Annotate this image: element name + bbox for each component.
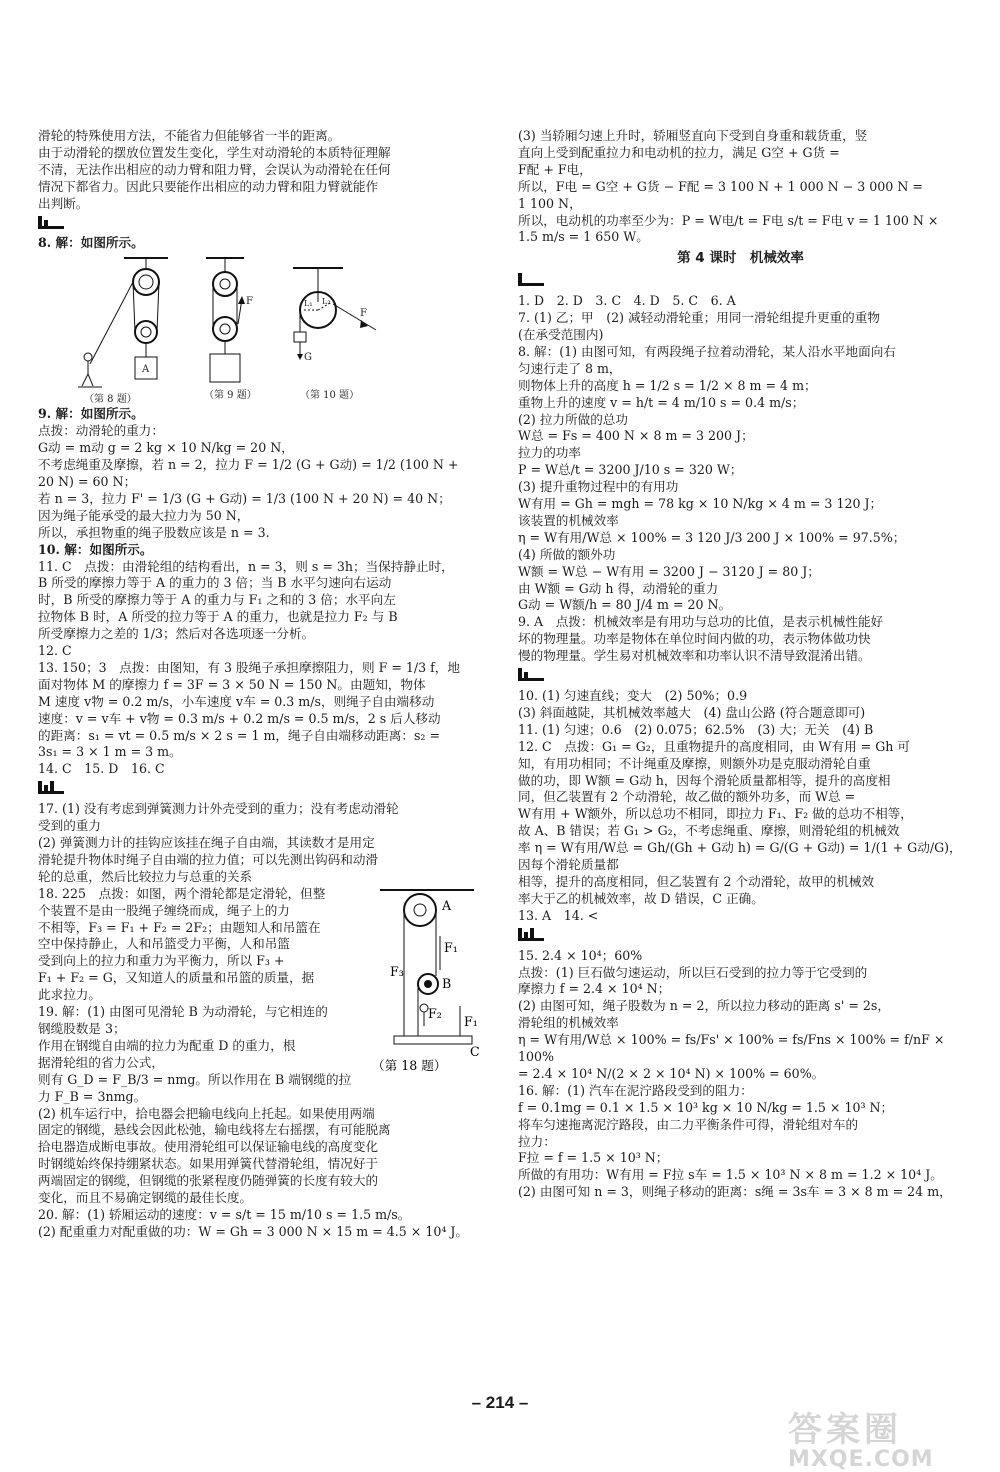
text-line: 17. (1) 没有考虑到弹簧测力计外壳受到的重力；没有考虑动滑轮 <box>38 801 399 817</box>
text-line: 摩擦力 f = 2.4 × 10⁴ N； <box>518 981 671 997</box>
text-line: 由 W额 = G动 h 得，动滑轮的重力 <box>518 580 719 596</box>
watermark-text: 答案圈 <box>788 1410 902 1450</box>
text-line: 知，有用功相同；不计绳重及摩擦，则额外功是克服动滑轮自重 <box>518 755 871 771</box>
text-line: 滑轮组的机械效率 <box>518 1015 619 1031</box>
text-line: 12. C <box>38 643 72 659</box>
pulley-figures-8-9-10 <box>38 254 378 404</box>
fig-label: F₁ <box>464 1013 478 1029</box>
right-column <box>518 128 963 1201</box>
text-line: 固定的钢缆，悬线会因此松弛，输电线将左右摇摆，有可能脱离 <box>38 1122 391 1138</box>
text-line: M 速度 v物 = 0.2 m/s，小车速度 v车 = 0.3 m/s，则绳子自由端移动 <box>38 693 435 709</box>
fig-label: F₂ <box>428 1005 442 1021</box>
text-line: 则物体上升的高度 h = 1/2 s = 1/2 × 8 m = 4 m； <box>518 377 817 393</box>
text-line: 此求拉力。 <box>38 987 101 1003</box>
fig-caption: （第 10 题） <box>300 390 360 402</box>
text-line: 滑轮的特殊使用方法，不能省力但能够省一半的距离。 <box>38 128 341 143</box>
left-column <box>38 128 480 1241</box>
text-line: 情况下都省力。因此只要能作出相应的动力臂和阻力臂就能作 <box>38 178 379 194</box>
text-line: 的距离：s₁ = vt = 0.5 m/s × 2 s = 1 m，绳子自由端移动距离：s₂ = <box>38 727 441 743</box>
fig-label: C <box>470 1043 480 1059</box>
watermark-url: MXQE.COM <box>788 1447 934 1472</box>
text-line: 相等，提升的高度相同，但乙装置有 2 个动滑轮，故甲的机械效 <box>518 873 875 889</box>
text-line: 拉物体 B 时，A 所受的拉力等于 A 的重力，也就是拉力 F₂ 与 B <box>38 609 398 625</box>
fig9-diagram <box>204 258 257 401</box>
text-line: 11. (1) 匀速；0.6 (2) 0.075；62.5% (3) 大；无关 (4) B <box>518 721 874 737</box>
text-line: 则有 G_D = F_B/3 = nmg。所以作用在 B 端钢缆的拉力 F_B = 3nmg。 <box>38 1071 352 1104</box>
text-line: 18. 225 点拨：如图，两个滑轮都是定滑轮，但整 <box>38 885 326 901</box>
text-line: 12. C 点拨：G₁ = G₂，且重物提升的高度相同，由 W有用 = Gh 可 <box>518 738 910 754</box>
fig-label: B <box>442 975 452 991</box>
text-line: 慢的物理量。学生易对机械效率和功率认识不清导致混淆出错。 <box>518 648 871 664</box>
text-line: = 2.4 × 10⁴ N/(2 × 2 × 10⁴ N) × 100% = 60%。 <box>518 1065 825 1081</box>
fig-label: L₁ <box>304 299 313 309</box>
text-line: 时，B 所受的摩擦力等于 A 的重力与 F₁ 之和的 3 倍；水平向左 <box>38 592 396 608</box>
text-line: 1. D 2. D 3. C 4. D 5. C 6. A <box>518 293 736 309</box>
text-line: 10. (1) 匀速直线；变大 (2) 50%；0.9 <box>518 688 748 703</box>
fig-caption: （第 9 题） <box>204 390 257 402</box>
text-line: 所以，F电 = G空 + G货 − F配 = 3 100 N + 1 000 N − 3 000 N = <box>518 178 923 194</box>
text-line: 面对物体 M 的摩擦力 f = 3F = 3 × 50 N = 150 N。由题知，物体 <box>38 676 426 692</box>
text-line: 变化，而且不易确定钢缆的最佳长度。 <box>38 1190 253 1206</box>
text-line: 1.5 m/s = 1 650 W。 <box>518 229 649 245</box>
q8-heading: 8. 解：如图所示。 <box>38 235 144 251</box>
text-line: 将车匀速拖离泥泞路段，由二力平衡条件可得，滑轮组对车的 <box>518 1116 859 1132</box>
text-line: 16. 解：(1) 汽车在泥泞路段受到的阻力： <box>518 1082 753 1098</box>
fig-label: G <box>304 352 312 364</box>
text-line: (3) 斜面越陡，其机械效率越大 (4) 盘山公路 (符合题意即可) <box>518 704 866 720</box>
text-line: 率 η = W有用/W总 = Gh/(Gh + G动 h) = G/(G + G动) = 1/(1 + G动/G)，因每个滑轮质量都 <box>518 840 962 873</box>
text-line: (2) 弹簧测力计的挂钩应该挂在绳子自由端，其读数才是用定 <box>38 835 375 850</box>
level-i-icon <box>518 273 544 286</box>
text-line: 9. 解：如图所示。 <box>38 406 144 422</box>
text-line: 20 N) = 60 N； <box>38 473 137 489</box>
text-line: 不考虑绳重及摩擦，若 n = 2，拉力 F = 1/2 (G + G动) = 1/2 (100 N + <box>38 457 459 473</box>
fig10-diagram <box>293 268 376 401</box>
text-line: 点拨：动滑轮的重力： <box>38 423 164 439</box>
right-block-d <box>518 948 963 1202</box>
text-line: 若 n = 3，拉力 F' = 1/3 (G + G动) = 1/3 (100 N + 20 N) = 40 N； <box>38 490 451 506</box>
text-line: 14. C 15. D 16. C <box>38 761 165 777</box>
text-line: 所以，承担物重的绳子股数应该是 n = 3. <box>38 524 270 540</box>
watermark-logo <box>788 1402 988 1472</box>
text-line: 由于动滑轮的摆放位置发生变化，学生对动滑轮的本质特征理解 <box>38 144 391 160</box>
text-line: (4) 所做的额外功 <box>518 546 616 562</box>
text-line: 个装置不是由一股绳子缠绕而成，绳子上的力 <box>38 902 290 918</box>
text-line: 所以，电动机的功率至少为：P = W电/t = F电 s/t = F电 v = 1 100 N × <box>518 212 939 228</box>
left-block-a <box>38 128 480 213</box>
left-block-b <box>38 406 480 778</box>
text-line: 坏的物理量。功率是物体在单位时间内做的功，表示物体做功快 <box>518 631 871 647</box>
text-line: 不相等，F₃ = F₁ + F₂ = 2F₂；由题知人和吊篮在 <box>38 919 321 935</box>
text-line: 所做的有用功：W有用 = F拉 s车 = 1.5 × 10³ N × 8 m = 1.2 × 10⁴ J。 <box>518 1167 943 1183</box>
text-line: 7. (1) 乙；甲 (2) 减轻动滑轮重；用同一滑轮组提升更重的重物 <box>518 310 880 326</box>
right-block-a <box>518 128 963 246</box>
text-line: G动 = W额/h = 80 J/4 m = 20 N。 <box>518 597 732 613</box>
text-line: (3) 提升重物过程中的有用功 <box>518 479 679 495</box>
right-block-b <box>518 293 963 665</box>
text-line: 因为绳子能承受的最大拉力为 50 N， <box>38 507 250 523</box>
text-line: 受到的重力 <box>38 818 101 834</box>
fig-caption: （第 18 题） <box>372 1057 447 1073</box>
level-iii-icon <box>38 781 64 794</box>
page-number: – 214 – <box>471 1393 529 1412</box>
fig-caption: （第 8 题） <box>84 394 137 405</box>
fig-label: A <box>142 364 150 376</box>
text-line: (2) 拉力所做的总功 <box>518 411 628 427</box>
text-line: (在承受范围内) <box>518 326 604 342</box>
text-line: F拉 = f = 1.5 × 10³ N； <box>518 1150 669 1166</box>
text-line: P = W总/t = 3200 J/10 s = 320 W； <box>518 462 743 478</box>
text-line: (2) 由图可知 n = 3，则绳子移动的距离：s绳 = 3s车 = 3 × 8 m = 24 m， <box>518 1184 952 1200</box>
left-block-c <box>38 801 480 1241</box>
text-line: η = W有用/W总 × 100% = fs/Fs' × 100% = fs/Fns × 100% = f/nF × 100% <box>518 1032 945 1065</box>
text-line: 做的功，即 W额 = G动 h，因每个滑轮质量都相等，提升的高度相 <box>518 772 891 788</box>
fig-label: F₁ <box>444 939 458 955</box>
text-line: 9. A 点拨：机械效率是有用功与总功的比值，是表示机械性能好 <box>518 614 884 630</box>
text-line: 匀速行走了 8 m， <box>518 360 622 376</box>
text-line: 1 100 N， <box>518 195 582 211</box>
level-iii-icon <box>518 928 544 941</box>
text-line: 20. 解：(1) 轿厢运动的速度：v = s/t = 15 m/10 s = 1.5 m/s。 <box>38 1206 411 1222</box>
text-line: 受到向上的拉力和重力为平衡力，所以 F₃ + <box>38 953 285 969</box>
fig-label: A <box>442 897 452 913</box>
text-line: W有用 = Gh = mgh = 78 kg × 10 N/kg × 4 m = 3 120 J； <box>518 496 883 512</box>
text-line: 13. A 14. < <box>518 907 599 923</box>
text-line: 轮的总重，然后比较拉力与总重的关系 <box>38 868 253 884</box>
fig8-diagram <box>78 258 168 404</box>
fig18-diagram <box>370 886 480 1076</box>
text-line: W有用 + W额外，所以总功不相同，即拉力 F₁、F₂ 做的总功不相等， <box>518 806 913 822</box>
text-line: 19. 解：(1) 由图可见滑轮 B 为动滑轮，与它相连的 <box>38 1004 328 1020</box>
text-line: 该装置的机械效率 <box>518 512 619 528</box>
right-block-c <box>518 688 963 925</box>
lesson-title: 第 4 课时 机械效率 <box>677 250 804 267</box>
text-line: 点拨：(1) 巨石做匀速运动，所以巨石受到的拉力等于它受到的 <box>518 964 868 980</box>
text-line: (2) 配重重力对配重做的功：W = Gh = 3 000 N × 15 m = 4.5 × 10⁴ J。 <box>38 1223 469 1239</box>
text-line: 13. 150；3 点拨：由图知，有 3 股绳子承担摩擦阻力，则 F = 1/3 f，地 <box>38 659 460 675</box>
text-line: F₁ + F₂ = G，又知道人的质量和吊篮的质量，据 <box>38 970 315 986</box>
text-line: W额 = W总 − W有用 = 3200 J − 3120 J = 80 J； <box>518 563 820 579</box>
text-line: 据滑轮组的省力公式， <box>38 1054 164 1070</box>
text-line: (3) 当轿厢匀速上升时，轿厢竖直向下受到自身重和载货重，竖 <box>518 128 868 143</box>
text-line: 8. 解：(1) 由图可知，有两段绳子拉着动滑轮，某人沿水平地面向右 <box>518 343 896 359</box>
fig-label: F <box>360 308 367 320</box>
text-line: G动 = m动 g = 2 kg × 10 N/kg = 20 N， <box>38 440 294 456</box>
text-line: 11. C 点拨：由滑轮组的结构看出，n = 3，则 s = 3h；当保持静止时， <box>38 558 454 574</box>
text-line: 重物上升的速度 v = h/t = 4 m/10 s = 0.4 m/s； <box>518 394 805 410</box>
text-line: 拉力的功率 <box>518 445 581 461</box>
text-line: 10. 解：如图所示。 <box>38 541 153 557</box>
text-line: 3s₁ = 3 × 1 m = 3 m。 <box>38 744 182 760</box>
text-line: 钢缆股数是 3； <box>38 1020 126 1036</box>
text-line: (2) 机车运行中，拾电器会把输电线向上托起。如果使用两端 <box>38 1105 375 1121</box>
fig-label: F <box>246 296 253 308</box>
level-ii-icon <box>518 668 544 681</box>
text-line: 拉力： <box>518 1133 556 1149</box>
text-line: 率大于乙的机械效率，故 D 错误，C 正确。 <box>518 890 764 906</box>
text-line: F配 + F电， <box>518 161 592 177</box>
text-line: 15. 2.4 × 10⁴；60% <box>518 947 643 963</box>
level-ii-icon <box>38 216 64 229</box>
text-line: (2) 由图可知，绳子股数为 n = 2，所以拉力移动的距离 s' = 2s， <box>518 998 890 1014</box>
text-line: η = W有用/W总 × 100% = 3 120 J/3 200 J × 100% = 97.5%； <box>518 529 906 545</box>
text-line: f = 0.1mg = 0.1 × 1.5 × 10³ kg × 10 N/kg = 1.5 × 10³ N； <box>518 1099 894 1115</box>
text-line: 作用在钢缆自由端的拉力为配重 D 的重力，根 <box>38 1037 296 1053</box>
text-line: 拾电器造成断电事故。使用滑轮组可以保证输电线的高度变化 <box>38 1139 379 1155</box>
text-line: 滑轮提升物体时绳子自由端的拉力值；可以先测出钩码和动滑 <box>38 851 379 867</box>
text-line: 两端固定的钢缆，但钢缆的张紧程度仍随弹簧的长度有较大的 <box>38 1173 379 1189</box>
text-line: 故 A、B 错误；若 G₁ > G₂，不考虑绳重、摩擦，则滑轮组的机械效 <box>518 823 900 839</box>
text-line: 速度：v = v车 + v物 = 0.3 m/s + 0.2 m/s = 0.5 m/s，2 s 后人移动 <box>38 710 441 726</box>
text-line: 直向上受到配重拉力和电动机的拉力，满足 G空 + G货 = <box>518 144 840 160</box>
text-line: 所受摩擦力之差的 1/3；然后对各选项逐一分析。 <box>38 626 315 642</box>
text-line: 同，但乙装置有 2 个动滑轮，故乙做的额外功多，而 W总 = <box>518 789 856 805</box>
text-line: 出判断。 <box>38 195 89 211</box>
text-line: 空中保持静止，人和吊篮受力平衡，人和吊篮 <box>38 936 290 952</box>
text-line: B 所受的摩擦力等于 A 的重力的 3 倍；当 B 水平匀速向右运动 <box>38 575 392 591</box>
fig-label: F₃ <box>390 963 404 979</box>
text-line: 时钢缆始终保持绷紧状态。如果用弹簧代替滑轮组，情况好于 <box>38 1156 379 1172</box>
text-line: W总 = Fs = 400 N × 8 m = 3 200 J； <box>518 428 754 444</box>
text-line: 不清，无法作出相应的动力臂和阻力臂，会误认为动滑轮在任何 <box>38 161 391 177</box>
fig-label: L₂ <box>322 297 331 307</box>
